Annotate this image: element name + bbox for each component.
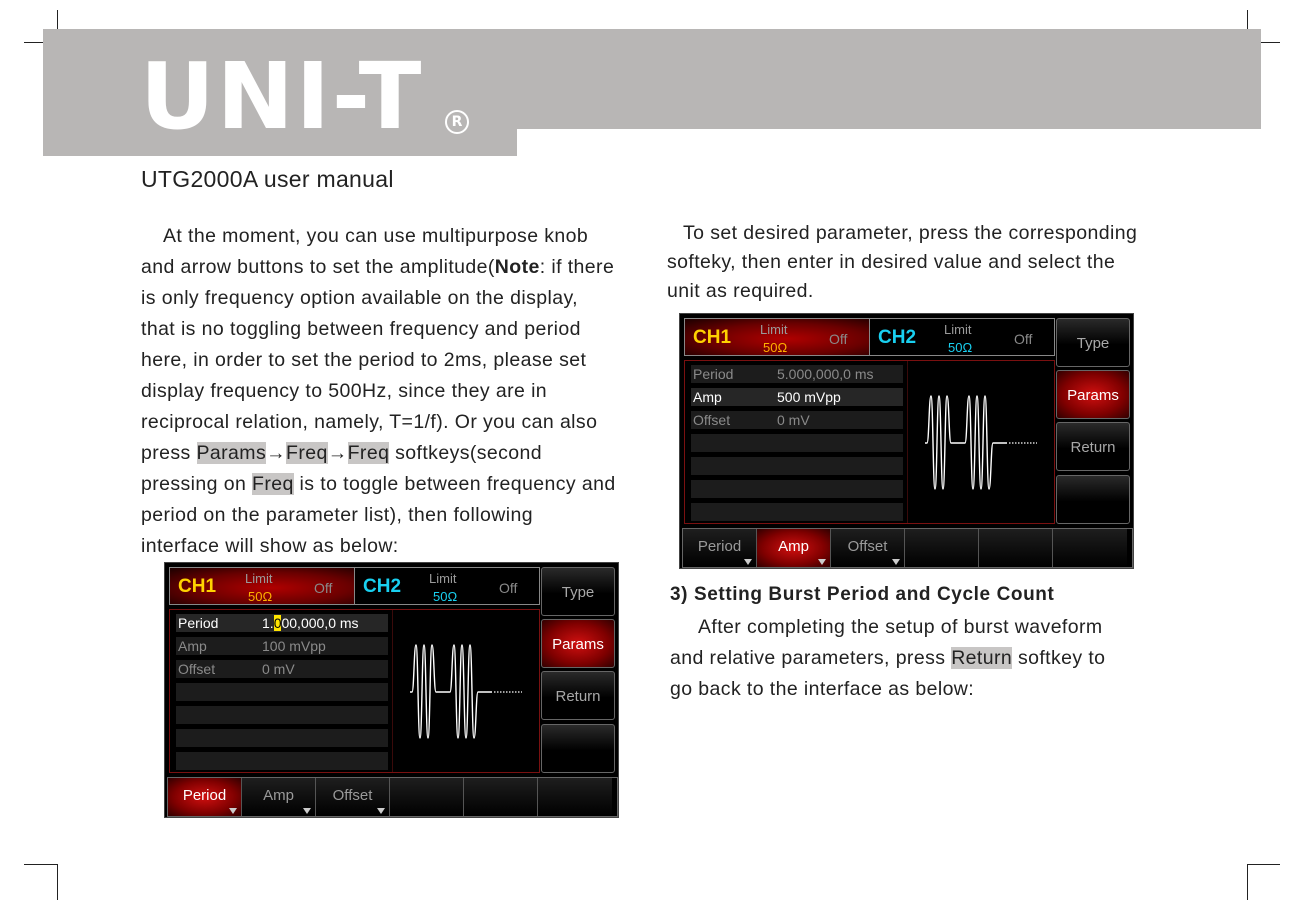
impedance-value: 50Ω [763, 340, 788, 355]
period-softkey[interactable]: Period [683, 529, 757, 567]
text-line: and relative parameters, press Return softkey to [670, 647, 1106, 669]
text-line: press Params→Freq→Freq softkeys(second [141, 442, 543, 464]
parameter-panel [684, 360, 1055, 524]
param-row-period[interactable] [691, 365, 903, 383]
param-name: Amp [693, 389, 722, 405]
brand-logo [140, 43, 463, 150]
amp-softkey[interactable]: Amp [757, 529, 831, 567]
param-row-empty [691, 480, 903, 498]
channel-1-status[interactable] [170, 568, 354, 604]
device-screen-amp [679, 313, 1134, 569]
channel-1-status[interactable] [685, 319, 869, 355]
param-name: Period [693, 366, 734, 382]
param-row-empty [691, 457, 903, 475]
blank-softkey[interactable] [1053, 529, 1127, 567]
param-row-empty [176, 706, 388, 724]
param-row-empty [176, 683, 388, 701]
right-paragraph [667, 219, 1187, 306]
type-softkey[interactable]: Type [1056, 318, 1130, 367]
burst-waveform [925, 391, 1045, 491]
section-heading: 3) Setting Burst Period and Cycle Count [670, 584, 1055, 605]
text-line: and arrow buttons to set the amplitude(Note: if there [141, 256, 615, 278]
brand-text: UNI-T [140, 43, 424, 150]
blank-softkey[interactable] [1056, 475, 1130, 524]
param-row-amp[interactable] [691, 388, 903, 406]
param-name: Offset [178, 661, 216, 677]
param-row-offset[interactable] [691, 411, 903, 429]
return-softkey[interactable]: Return [541, 671, 615, 720]
text-line: here, in order to set the period to 2ms, please set [141, 349, 587, 371]
param-row-period[interactable] [176, 614, 388, 632]
crop-mark [24, 864, 57, 865]
parameter-panel [169, 609, 540, 773]
output-state: Off [829, 331, 848, 347]
channel-2-status[interactable] [354, 568, 539, 604]
key-ref-return: Return [951, 647, 1013, 669]
output-state: Off [1014, 331, 1033, 347]
params-softkey[interactable]: Params [541, 619, 615, 668]
param-value: 1.000,000,0 ms [262, 615, 359, 631]
submenu-arrow-icon [377, 808, 385, 814]
panel-divider [907, 361, 908, 523]
blank-softkey[interactable] [538, 778, 612, 816]
channel-2-status[interactable] [869, 319, 1054, 355]
blank-softkey[interactable] [464, 778, 538, 816]
note-label: Note [494, 256, 540, 278]
param-name: Offset [693, 412, 731, 428]
param-name: Amp [178, 638, 207, 654]
text-line: unit as required. [667, 280, 814, 302]
impedance-value: 50Ω [433, 589, 458, 604]
bottom-softkey-bar [167, 777, 618, 817]
page-title: UTG2000A user manual [141, 166, 394, 192]
impedance-value: 50Ω [248, 589, 273, 604]
text-line: interface will show as below: [141, 535, 399, 557]
param-value: 0 mV [777, 412, 810, 428]
limit-label: Limit [245, 571, 273, 586]
limit-label: Limit [429, 571, 457, 586]
text-line: At the moment, you can use multipurpose knob [163, 225, 589, 247]
section-paragraph [670, 612, 1190, 705]
crop-mark [1247, 864, 1248, 900]
channel-bar [684, 318, 1055, 356]
device-screen-period [164, 562, 619, 818]
crop-mark [1247, 864, 1280, 865]
param-row-empty [176, 752, 388, 770]
text-line: To set desired parameter, press the corresponding [683, 222, 1138, 244]
text-line: period on the parameter list), then following [141, 504, 533, 526]
text-line: softeky, then enter in desired value and select the [667, 251, 1116, 273]
text-line: display frequency to 500Hz, since they are in [141, 380, 548, 402]
blank-softkey[interactable] [979, 529, 1053, 567]
channel-1-label: CH1 [178, 576, 217, 597]
key-ref-params: Params [196, 442, 267, 464]
amp-softkey[interactable]: Amp [242, 778, 316, 816]
channel-bar [169, 567, 540, 605]
offset-softkey[interactable]: Offset [316, 778, 390, 816]
period-softkey[interactable]: Period [168, 778, 242, 816]
text-line: that is no toggling between frequency and period [141, 318, 581, 340]
key-ref-freq: Freq [286, 442, 328, 464]
crop-mark [57, 864, 58, 900]
param-row-empty [691, 434, 903, 452]
channel-1-label: CH1 [693, 327, 732, 348]
type-softkey[interactable]: Type [541, 567, 615, 616]
blank-softkey[interactable] [390, 778, 464, 816]
return-softkey[interactable]: Return [1056, 422, 1130, 471]
submenu-arrow-icon [818, 559, 826, 565]
param-row-amp[interactable] [176, 637, 388, 655]
submenu-arrow-icon [229, 808, 237, 814]
param-value: 100 mVpp [262, 638, 326, 654]
offset-softkey[interactable]: Offset [831, 529, 905, 567]
blank-softkey[interactable] [541, 724, 615, 773]
text-line: go back to the interface as below: [670, 678, 975, 700]
params-softkey[interactable]: Params [1056, 370, 1130, 419]
text-line: is only frequency option available on the display, [141, 287, 578, 309]
text-line: pressing on Freq is to toggle between frequency and [141, 473, 616, 495]
key-ref-freq: Freq [252, 473, 294, 495]
output-state: Off [499, 580, 518, 596]
param-row-empty [176, 729, 388, 747]
submenu-arrow-icon [303, 808, 311, 814]
param-value: 5.000,000,0 ms [777, 366, 874, 382]
param-value: 0 mV [262, 661, 295, 677]
burst-waveform [410, 640, 530, 740]
panel-divider [392, 610, 393, 772]
limit-label: Limit [760, 322, 788, 337]
channel-2-label: CH2 [878, 327, 917, 348]
channel-2-label: CH2 [363, 576, 402, 597]
submenu-arrow-icon [744, 559, 752, 565]
impedance-value: 50Ω [948, 340, 973, 355]
param-value: 500 mVpp [777, 389, 841, 405]
limit-label: Limit [944, 322, 972, 337]
key-ref-freq: Freq [347, 442, 390, 464]
param-row-empty [691, 503, 903, 521]
output-state: Off [314, 580, 333, 596]
edit-cursor: 0 [273, 615, 282, 631]
submenu-arrow-icon [892, 559, 900, 565]
param-name: Period [178, 615, 219, 631]
text-line: reciprocal relation, namely, T=1/f). Or you can also [141, 411, 598, 433]
text-line: After completing the setup of burst waveform [698, 616, 1103, 638]
registered-mark: R [445, 110, 469, 134]
left-paragraph [141, 221, 656, 562]
blank-softkey[interactable] [905, 529, 979, 567]
bottom-softkey-bar [682, 528, 1133, 568]
param-row-offset[interactable] [176, 660, 388, 678]
